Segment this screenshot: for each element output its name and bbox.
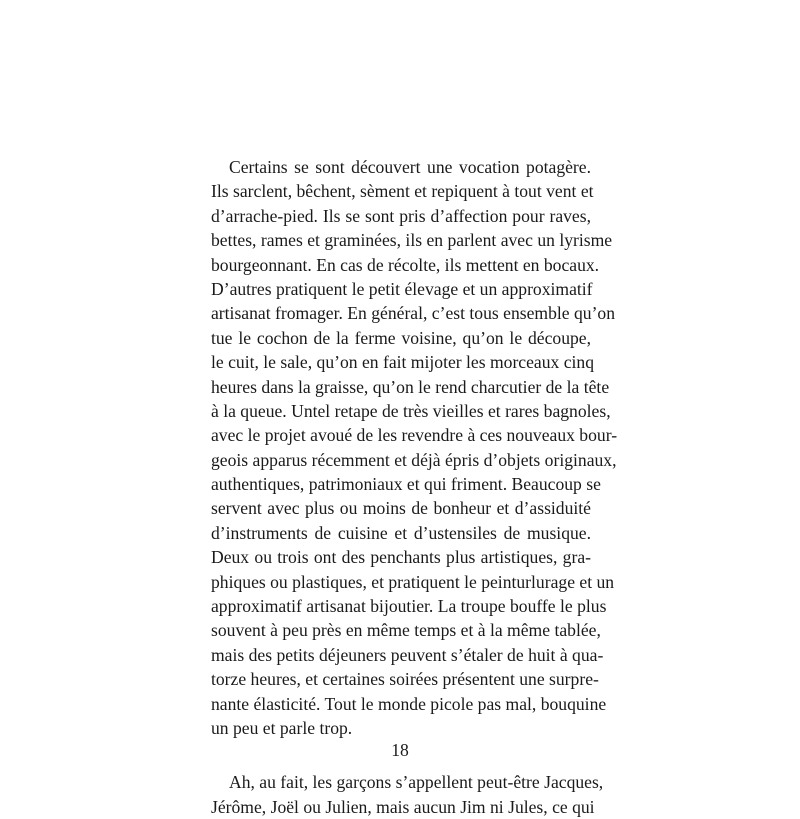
text-line: Ils sarclent, bêchent, sèment et repiquent à tout vent et <box>211 181 594 202</box>
body-text <box>211 155 618 819</box>
text-line: torze heures, et certaines soirées présentent une surpre- <box>211 669 599 690</box>
text-line: Ah, au fait, les garçons s’appellent peut-être Jacques, <box>229 772 604 793</box>
text-line: Jérôme, Joël ou Julien, mais aucun Jim ni Jules, ce qui <box>211 796 595 817</box>
text-line: tue le cochon de la ferme voisine, qu’on le découpe, <box>211 327 591 348</box>
paragraph <box>211 770 604 819</box>
text-line: souvent à peu près en même temps et à la même tablée, <box>211 620 601 641</box>
text-line: phiques ou plastiques, et pratiquent le peinturlurage et un <box>211 571 615 592</box>
text-line: un peu et parle trop. <box>211 717 353 738</box>
text-line: bettes, rames et graminées, ils en parlent avec un lyrisme <box>211 230 613 251</box>
text-line: avec le projet avoué de les revendre à ces nouveaux bour- <box>211 425 618 446</box>
text-line: bourgeonnant. En cas de récolte, ils mettent en bocaux. <box>211 254 600 275</box>
text-line: à la queue. Untel retape de très vieilles et rares bagnoles, <box>211 400 611 421</box>
page-number: 18 <box>391 740 409 760</box>
text-line: approximatif artisanat bijoutier. La troupe bouffe le plus <box>211 596 607 617</box>
text-line: heures dans la graisse, qu’on le rend charcutier de la tête <box>211 376 610 397</box>
paragraph <box>211 155 618 740</box>
text-line: D’autres pratiquent le petit élevage et un approximatif <box>211 278 593 299</box>
text-line: geois apparus récemment et déjà épris d’objets originaux, <box>211 449 617 470</box>
text-line: artisanat fromager. En général, c’est tous ensemble qu’on <box>211 303 616 324</box>
text-line: d’instruments de cuisine et d’ustensiles de musique. <box>211 522 591 543</box>
text-line: nante élasticité. Tout le monde picole pas mal, bouquine <box>211 693 607 714</box>
text-line: le cuit, le sale, qu’on en fait mijoter les morceaux cinq <box>211 352 595 373</box>
text-line: Deux ou trois ont des penchants plus artistiques, gra- <box>211 547 591 568</box>
text-line: Certains se sont découvert une vocation potagère. <box>229 157 591 177</box>
text-line: authentiques, patrimoniaux et qui friment. Beaucoup se <box>211 474 601 495</box>
text-line: servent avec plus ou moins de bonheur et d’assiduité <box>211 498 591 519</box>
text-line: mais des petits déjeuners peuvent s’étaler de huit à qua- <box>211 644 604 665</box>
text-line: d’arrache-pied. Ils se sont pris d’affection pour raves, <box>211 205 591 226</box>
